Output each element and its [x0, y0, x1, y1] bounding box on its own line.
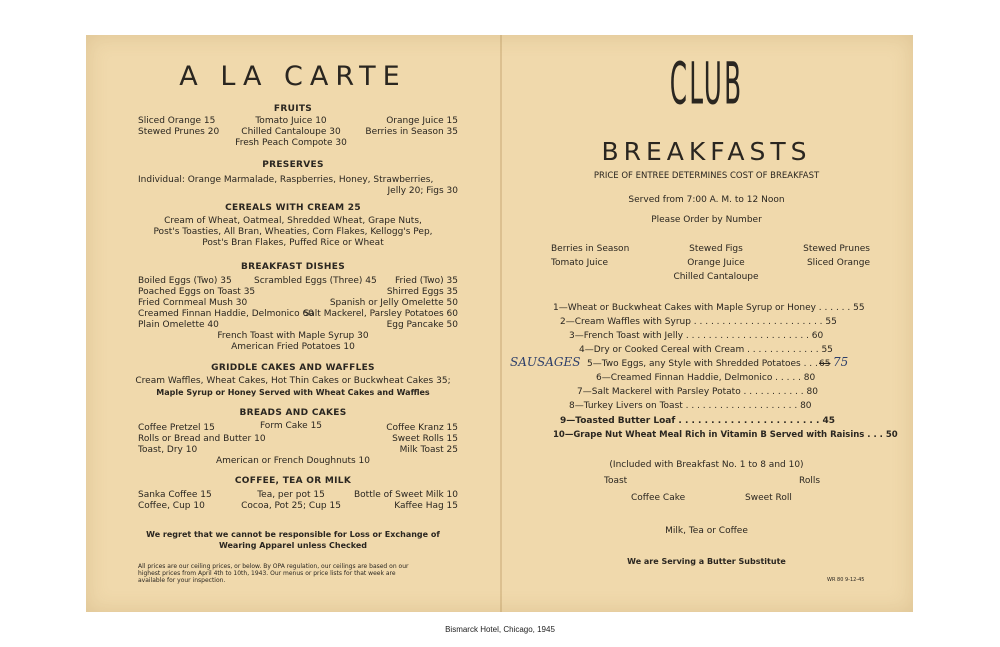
- griddle-line-1: Cream Waffles, Wheat Cakes, Hot Thin Cakes or Buckwheat Cakes 35;: [135, 376, 451, 386]
- shirred-eggs: Shirred Eggs 35: [386, 287, 458, 297]
- a-la-carte-title: A LA CARTE: [179, 61, 407, 92]
- club-title-wrap: [500, 50, 913, 118]
- rb-tomato: Tomato Juice: [551, 258, 608, 268]
- included-toast: Toast: [604, 476, 628, 486]
- order-by-number: Please Order by Number: [651, 215, 762, 225]
- menu-item-10: 10—Grape Nut Wheat Meal Rich in Vitamin B Served with Raisins . . . 50: [553, 430, 898, 440]
- included-sweet-roll: Sweet Roll: [745, 493, 792, 503]
- fine-print-3: available for your inspection.: [138, 577, 226, 584]
- rb-figs: Stewed Figs: [689, 244, 743, 254]
- rb-cantaloupe: Chilled Cantaloupe: [673, 272, 759, 282]
- menu-item-5: 5—Two Eggs, any Style with Shredded Potatoes . . .: [587, 359, 818, 369]
- fried-cornmeal: Fried Cornmeal Mush 30: [138, 298, 248, 308]
- spanish-omelette: Spanish or Jelly Omelette 50: [329, 298, 458, 308]
- menu-item-9: 9—Toasted Butter Loaf . . . . . . . . . . . . . . . . . . . . . . 45: [560, 416, 836, 426]
- print-code: WR 80 9-12-45: [827, 577, 865, 583]
- sliced-orange: Sliced Orange 15: [138, 116, 216, 126]
- fresh-peach-compote: Fresh Peach Compote 30: [235, 138, 347, 148]
- served-hours: Served from 7:00 A. M. to 12 Noon: [628, 195, 785, 205]
- rb-sliced-orange: Sliced Orange: [806, 258, 870, 268]
- menu-item-7: 7—Salt Mackerel with Parsley Potato . . . . . . . . . . . 80: [577, 387, 818, 397]
- butter-substitute: We are Serving a Butter Substitute: [627, 557, 786, 566]
- plain-omelette: Plain Omelette 40: [138, 320, 219, 330]
- sanka-coffee: Sanka Coffee 15: [138, 490, 212, 500]
- cocoa: Cocoa, Pot 25; Cup 15: [241, 501, 341, 511]
- regret-line-2: Wearing Apparel unless Checked: [218, 541, 368, 550]
- preserves-heading: PRESERVES: [262, 160, 324, 170]
- menu-item-1: 1—Wheat or Buckwheat Cakes with Maple Syrup or Honey . . . . . . 55: [553, 303, 865, 313]
- regret-line-1: We regret that we cannot be responsible for Loss or Exchange of: [146, 530, 440, 539]
- preserves-line-2: Jelly 20; Figs 30: [387, 186, 458, 196]
- image-caption: Bismarck Hotel, Chicago, 1945: [445, 625, 555, 634]
- stewed-prunes: Stewed Prunes 20: [138, 127, 220, 137]
- chilled-cantaloupe: Chilled Cantaloupe 30: [241, 127, 341, 137]
- poached-eggs: Poached Eggs on Toast 35: [138, 287, 256, 297]
- included-note: (Included with Breakfast No. 1 to 8 and 10): [609, 460, 804, 470]
- preserves-line-1: Individual: Orange Marmalade, Raspberries, Honey, Strawberries,: [138, 175, 434, 185]
- griddle-heading: GRIDDLE CAKES AND WAFFLES: [211, 363, 375, 373]
- cereals-line-3: Post's Bran Flakes, Puffed Rice or Wheat: [202, 238, 384, 248]
- boiled-eggs: Boiled Eggs (Two) 35: [138, 276, 232, 286]
- toast-dry: Toast, Dry 10: [138, 445, 198, 455]
- menu-sheet: [86, 35, 913, 612]
- rolls-bread-butter: Rolls or Bread and Butter 10: [138, 434, 266, 444]
- club-title: CLUB: [669, 50, 744, 118]
- french-toast: French Toast with Maple Syrup 30: [217, 331, 369, 341]
- price-note: PRICE OF ENTREE DETERMINES COST OF BREAKFAST: [593, 171, 820, 181]
- salt-mackerel: Salt Mackerel, Parsley Potatoes 60: [303, 309, 458, 319]
- menu-item-8: 8—Turkey Livers on Toast . . . . . . . . . . . . . . . . . . . . 80: [569, 401, 812, 411]
- kaffee-hag: Kaffee Hag 15: [394, 501, 458, 511]
- menu-item-2: 2—Cream Waffles with Syrup . . . . . . . . . . . . . . . . . . . . . . . 55: [560, 317, 837, 327]
- menu-item-6: 6—Creamed Finnan Haddie, Delmonico . . . . . 80: [596, 373, 816, 383]
- berries-in-season: Berries in Season 35: [365, 127, 458, 137]
- egg-pancake: Egg Pancake 50: [386, 320, 458, 330]
- coffee-heading: COFFEE, TEA OR MILK: [234, 476, 352, 486]
- doughnuts: American or French Doughnuts 10: [215, 456, 371, 466]
- included-rolls: Rolls: [799, 476, 821, 486]
- breakfast-dishes-heading: BREAKFAST DISHES: [241, 262, 345, 272]
- american-potatoes: American Fried Potatoes 10: [231, 342, 355, 352]
- sweet-rolls: Sweet Rolls 15: [392, 434, 458, 444]
- sweet-milk: Bottle of Sweet Milk 10: [353, 490, 458, 500]
- tea-per-pot: Tea, per pot 15: [257, 490, 325, 500]
- rb-orange-juice: Orange Juice: [687, 258, 745, 268]
- included-coffee-cake: Coffee Cake: [631, 493, 686, 503]
- breakfasts-title: BREAKFASTS: [601, 137, 812, 166]
- coffee-kranz: Coffee Kranz 15: [386, 423, 458, 433]
- cereals-heading: CEREALS WITH CREAM 25: [225, 203, 361, 213]
- milk-toast: Milk Toast 25: [399, 445, 458, 455]
- rb-prunes: Stewed Prunes: [803, 244, 870, 254]
- breads-heading: BREADS AND CAKES: [239, 408, 347, 418]
- orange-juice: Orange Juice 15: [386, 116, 458, 126]
- cereals-line-2: Post's Toasties, All Bran, Wheaties, Corn Flakes, Kellogg's Pep,: [153, 227, 433, 237]
- form-cake: Form Cake 15: [259, 421, 323, 431]
- cereals-line-1: Cream of Wheat, Oatmeal, Shredded Wheat, Grape Nuts,: [164, 216, 422, 226]
- handwritten-price: 75: [833, 355, 849, 369]
- coffee-pretzel: Coffee Pretzel 15: [138, 423, 215, 433]
- coffee-cup: Coffee, Cup 10: [138, 501, 205, 511]
- finnan-haddie: Creamed Finnan Haddie, Delmonico 60: [138, 309, 314, 319]
- menu-item-3: 3—French Toast with Jelly . . . . . . . . . . . . . . . . . . . . . . 60: [569, 331, 824, 341]
- item-5-old-price: 65: [819, 359, 831, 369]
- griddle-line-2: Maple Syrup or Honey Served with Wheat Cakes and Waffles: [156, 388, 430, 397]
- fine-print-2: highest prices from April 4th to 10th, 1943. Our menus or price lists for that week are: [138, 570, 396, 577]
- handwritten-sausages: SAUSAGES: [510, 355, 581, 369]
- fried-eggs: Fried (Two) 35: [394, 276, 458, 286]
- rb-berries: Berries in Season: [551, 244, 630, 254]
- scrambled-eggs: Scrambled Eggs (Three) 45: [254, 276, 377, 286]
- tomato-juice: Tomato Juice 10: [255, 116, 327, 126]
- fine-print-1: All prices are our ceiling prices, or below. By OPA regulation, our ceilings are based on our: [138, 563, 409, 570]
- menu-item-4: 4—Dry or Cooked Cereal with Cream . . . . . . . . . . . . . 55: [579, 345, 833, 355]
- fruits-heading: FRUITS: [273, 104, 313, 114]
- drinks: Milk, Tea or Coffee: [665, 526, 748, 536]
